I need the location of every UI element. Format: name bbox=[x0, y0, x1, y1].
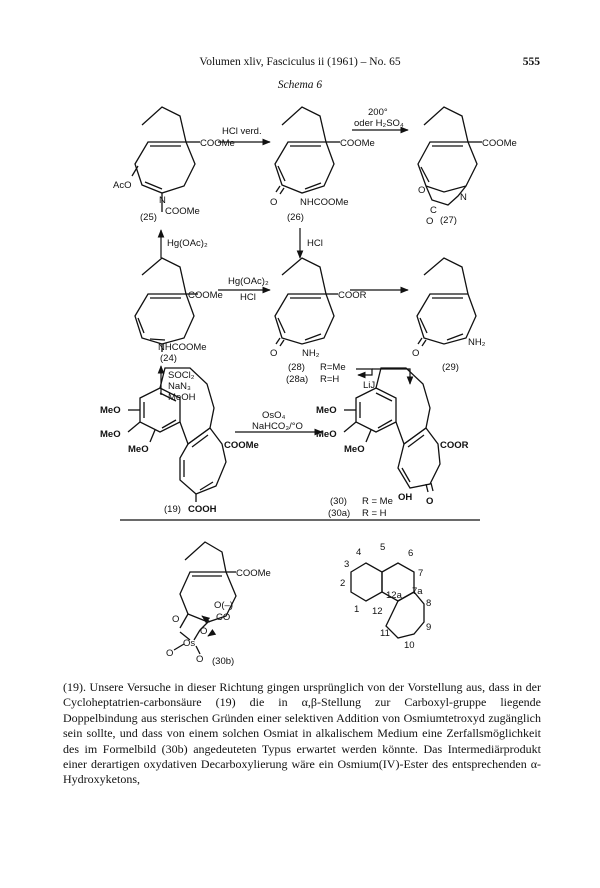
label-arrow-down-reagent: HCl bbox=[307, 238, 323, 249]
label-19-ester: COOMe bbox=[224, 440, 259, 451]
structure-27 bbox=[418, 107, 482, 205]
ring-num-5: 5 bbox=[380, 542, 386, 553]
label-arrow4-reagent1: OsO₄ bbox=[262, 410, 286, 421]
label-24-ester: COOMe bbox=[188, 290, 223, 301]
label-27-o2: O bbox=[426, 216, 434, 227]
ring-num-10: 10 bbox=[404, 640, 415, 651]
label-30-o: O bbox=[426, 496, 434, 507]
label-30b-ominus: O(–) bbox=[214, 600, 233, 611]
label-arrow3-reagent2: HCl bbox=[240, 292, 256, 303]
label-28-nh2: NH₂ bbox=[302, 348, 320, 359]
label-arrow2-reagent: oder H₂SO₄ bbox=[354, 118, 404, 129]
label-27-id: (27) bbox=[440, 215, 457, 226]
running-header: Volumen xliv, Fasciculus ii (1961) – No. 65 bbox=[199, 56, 401, 68]
ring-num-2: 2 bbox=[340, 578, 346, 589]
ring-num-1: 1 bbox=[354, 604, 360, 615]
label-28a-r: R=H bbox=[320, 374, 340, 385]
label-30b-o1: O bbox=[172, 614, 180, 625]
label-25-n: N bbox=[159, 195, 166, 206]
body-text bbox=[63, 680, 541, 788]
label-26-ester: COOMe bbox=[340, 138, 375, 149]
ring-num-4: 4 bbox=[356, 547, 362, 558]
structure-30 bbox=[344, 368, 440, 492]
label-28a-id: (28a) bbox=[286, 374, 309, 385]
label-arrow4-reagent2: NaHCO₃/°O bbox=[252, 421, 303, 432]
label-30b-co: CO bbox=[216, 612, 231, 623]
structure-26 bbox=[275, 107, 340, 194]
arrow-28-to-28a bbox=[356, 369, 372, 375]
ring-num-12: 12 bbox=[372, 606, 383, 617]
label-lij: LiJ bbox=[363, 380, 376, 391]
label-30-meo1: MeO bbox=[316, 405, 337, 416]
label-30b-o4: O bbox=[196, 654, 204, 665]
label-24-nh: NHCOOMe bbox=[158, 342, 207, 353]
label-29-id: (29) bbox=[442, 362, 459, 373]
ring-num-12a: 12a bbox=[386, 590, 402, 601]
label-30-oh: OH bbox=[398, 492, 413, 503]
body-paragraph: (19). Unsere Versuche in dieser Richtung gingen ursprünglich von der Vorstellung aus, dass in der Cycloheptatrien-carbonsäure (19) die in α,β-Stellung zur Carboxyl-gruppe liegende Doppelbindung aus sterischen Gründen einer selektiven Addition von Osmiumtetroxyd zugänglich sein sollte, und dass von einem solchen Osmiat in alkalischem Medium eine Zerfallsmöglichkeit des im Formelbild (30b) angedeuteten Typus erwartet werden könnte. Das Intermediärprodukt einer derartigen oxydativen Decarboxylierung wäre ein Osmium(IV)-Ester des entsprechenden α-Hydroxyketons, bbox=[63, 680, 541, 787]
label-30a-id: (30a) bbox=[328, 508, 351, 519]
label-26-id: (26) bbox=[287, 212, 304, 223]
label-27-n: N bbox=[460, 192, 467, 203]
ring-num-7a: 7a bbox=[412, 586, 423, 597]
label-25-aco: AcO bbox=[113, 180, 132, 191]
label-28-ester: COOR bbox=[338, 290, 367, 301]
ring-num-7: 7 bbox=[418, 568, 424, 579]
label-24-id: (24) bbox=[160, 353, 177, 364]
label-27-ester: COOMe bbox=[482, 138, 517, 149]
label-30b-ester: COOMe bbox=[236, 568, 271, 579]
ring-num-8: 8 bbox=[426, 598, 432, 609]
label-19-id: (19) bbox=[164, 504, 181, 515]
label-27-c: C bbox=[430, 205, 437, 216]
label-30b-o3: O bbox=[166, 648, 174, 659]
label-arrow2-temp: 200° bbox=[368, 107, 388, 118]
label-30-id: (30) bbox=[330, 496, 347, 507]
structure-29 bbox=[417, 258, 476, 346]
label-30-meo3: MeO bbox=[344, 444, 365, 455]
label-28-o: O bbox=[270, 348, 278, 359]
structure-28 bbox=[275, 258, 338, 346]
label-30-r: R = Me bbox=[362, 496, 393, 507]
ring-num-3: 3 bbox=[344, 559, 350, 570]
label-19-meo2: MeO bbox=[100, 429, 121, 440]
label-30-coor: COOR bbox=[440, 440, 469, 451]
ring-num-6: 6 bbox=[408, 548, 414, 559]
label-30b-id: (30b) bbox=[212, 656, 235, 667]
label-19-cooh: COOH bbox=[188, 504, 217, 515]
label-29-nh2: NH₂ bbox=[468, 337, 486, 348]
label-25-ester: COOMe bbox=[200, 138, 235, 149]
structure-25 bbox=[132, 107, 200, 212]
label-30b-os: Os bbox=[183, 638, 196, 649]
label-arrow3-reagent1: Hg(OAc)₂ bbox=[228, 276, 269, 287]
label-30a-r: R = H bbox=[362, 508, 387, 519]
label-26-o: O bbox=[270, 197, 278, 208]
label-arrow-up2-r1: SOCl₂ bbox=[168, 370, 195, 381]
label-arrow-up2-r3: MeOH bbox=[168, 392, 196, 403]
page-number: 555 bbox=[522, 56, 540, 68]
label-25-id: (25) bbox=[140, 212, 157, 223]
label-28-id: (28) bbox=[288, 362, 305, 373]
label-30b-o2: O bbox=[200, 626, 208, 637]
label-26-nh: NHCOOMe bbox=[300, 197, 349, 208]
label-19-meo1: MeO bbox=[100, 405, 121, 416]
label-29-o: O bbox=[412, 348, 420, 359]
label-28-r: R=Me bbox=[320, 362, 346, 373]
schema-title: Schema 6 bbox=[277, 79, 323, 91]
label-arrow1-reagent: HCl verd. bbox=[222, 126, 262, 137]
ring-num-9: 9 bbox=[426, 622, 432, 633]
label-30-meo2: MeO bbox=[316, 429, 337, 440]
label-25-ncoome: COOMe bbox=[165, 206, 200, 217]
ring-num-11: 11 bbox=[380, 628, 390, 639]
label-arrow-up1-reagent: Hg(OAc)₂ bbox=[167, 238, 208, 249]
structure-24 bbox=[135, 258, 198, 352]
label-27-o1: O bbox=[418, 185, 426, 196]
arrow-30b-internal-2 bbox=[208, 632, 214, 636]
label-19-meo3: MeO bbox=[128, 444, 149, 455]
label-arrow-up2-r2: NaN₃ bbox=[168, 381, 191, 392]
